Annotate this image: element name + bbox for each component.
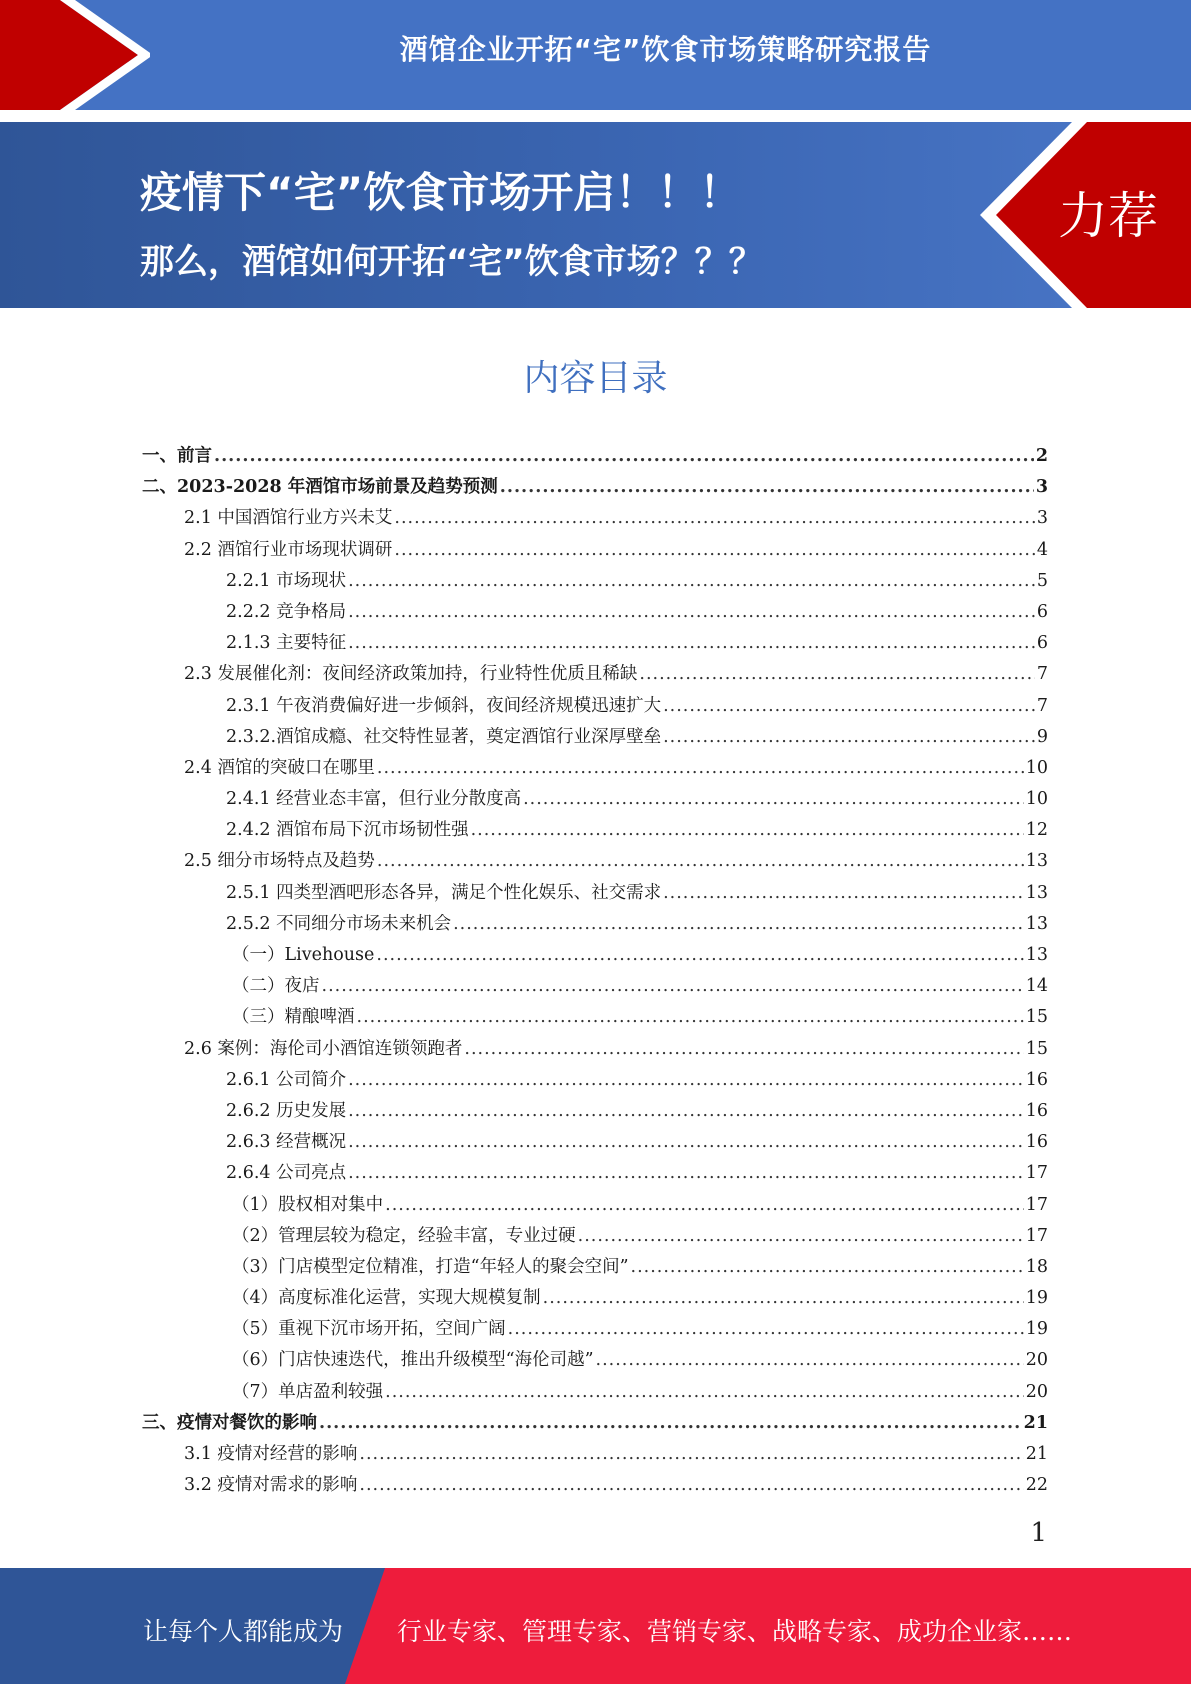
toc-entry[interactable] [142, 597, 1048, 628]
toc-entry[interactable] [142, 1096, 1048, 1127]
toc-entry[interactable] [142, 1439, 1048, 1470]
toc-entry-label: （6）门店快速迭代，推出升级模型“海伦司越” [232, 1350, 594, 1371]
toc-entry[interactable] [142, 628, 1048, 659]
toc-leader-dots [377, 846, 1024, 877]
toc-entry[interactable] [142, 940, 1048, 971]
toc-leader-dots [214, 441, 1034, 472]
toc-entry-label: 3.2 疫情对需求的影响 [184, 1475, 358, 1496]
toc-entry[interactable] [142, 846, 1048, 877]
header-red-chevron [0, 0, 150, 110]
table-of-contents [142, 441, 1048, 1501]
toc-leader-dots [464, 1034, 1023, 1065]
toc-entry-label: 2.6 案例：海伦司小酒馆连锁领跑者 [184, 1038, 463, 1059]
toc-entry-page: 19 [1025, 1288, 1048, 1309]
toc-entry-label: 2.5 细分市场特点及趋势 [184, 851, 375, 872]
toc-entry-label: 2.5.1 四类型酒吧形态各异，满足个性化娱乐、社交需求 [226, 882, 662, 903]
toc-entry-page: 12 [1025, 820, 1048, 841]
toc-leader-dots [359, 1439, 1023, 1470]
toc-entry-label: 2.1.3 主要特征 [226, 633, 347, 654]
toc-leader-dots [639, 659, 1034, 690]
toc-entry-page: 7 [1036, 695, 1048, 716]
toc-entry-page: 16 [1025, 1100, 1048, 1121]
toc-entry-page: 10 [1025, 789, 1048, 810]
toc-entry-label: 2.6.3 经营概况 [226, 1132, 347, 1153]
toc-entry-page: 15 [1025, 1038, 1048, 1059]
toc-leader-dots [348, 1065, 1024, 1096]
toc-entry[interactable] [142, 722, 1048, 753]
toc-entry[interactable] [142, 659, 1048, 690]
toc-entry-page: 6 [1036, 633, 1048, 654]
toc-leader-dots [385, 1190, 1024, 1221]
toc-entry-page: 20 [1025, 1381, 1048, 1402]
toc-leader-dots [348, 597, 1035, 628]
toc-entry-page: 16 [1025, 1069, 1048, 1090]
toc-entry-label: （3）门店模型定位精准，打造“年轻人的聚会空间” [232, 1256, 629, 1277]
toc-entry-page: 6 [1036, 601, 1048, 622]
toc-entry-label: 2.2 酒馆行业市场现状调研 [184, 539, 393, 560]
toc-leader-dots [394, 503, 1034, 534]
toc-entry-page: 4 [1036, 539, 1048, 560]
toc-entry[interactable] [142, 1252, 1048, 1283]
toc-entry-label: （一）Livehouse [232, 945, 375, 965]
toc-entry-label: 2.6.1 公司简介 [226, 1069, 347, 1090]
toc-entry[interactable] [142, 878, 1048, 909]
toc-entry-page: 17 [1025, 1163, 1048, 1184]
toc-entry-label: 2.3.1 午夜消费偏好进一步倾斜，夜间经济规模迅速扩大 [226, 695, 662, 716]
toc-leader-dots [376, 940, 1023, 971]
toc-leader-dots [663, 722, 1035, 753]
toc-entry-page: 17 [1025, 1225, 1048, 1246]
toc-leader-dots [348, 1158, 1024, 1189]
toc-entry[interactable] [142, 566, 1048, 597]
page-number: 1 [1030, 1518, 1047, 1548]
toc-entry-label: 2.1 中国酒馆行业方兴未艾 [184, 508, 393, 529]
toc-entry[interactable] [142, 1127, 1048, 1158]
toc-leader-dots [385, 1377, 1024, 1408]
toc-entry[interactable] [142, 1408, 1048, 1439]
toc-leader-dots [578, 1221, 1024, 1252]
toc-entry[interactable] [142, 1158, 1048, 1189]
toc-entry-page: 3 [1036, 508, 1048, 529]
toc-leader-dots [523, 784, 1024, 815]
toc-leader-dots [357, 1002, 1024, 1033]
toc-heading: 内容目录 [523, 358, 668, 399]
toc-leader-dots [359, 1470, 1023, 1501]
toc-entry-page: 20 [1025, 1350, 1048, 1371]
hero-subheadline: 那么，酒馆如何开拓“宅”饮食市场？？？ [140, 242, 763, 282]
toc-entry-page: 21 [1025, 1444, 1048, 1464]
toc-entry[interactable] [142, 472, 1048, 503]
toc-leader-dots [631, 1252, 1024, 1283]
toc-entry-page: 19 [1025, 1319, 1048, 1340]
toc-leader-dots [508, 1314, 1024, 1345]
toc-leader-dots [663, 691, 1035, 722]
toc-entry[interactable] [142, 1345, 1048, 1376]
toc-entry[interactable] [142, 1034, 1048, 1065]
toc-entry[interactable] [142, 1221, 1048, 1252]
toc-entry-page: 13 [1025, 945, 1048, 965]
toc-entry-page: 17 [1025, 1194, 1048, 1215]
toc-entry-label: 3.1 疫情对经营的影响 [184, 1444, 358, 1464]
toc-entry-page: 9 [1036, 726, 1048, 747]
toc-entry[interactable] [142, 535, 1048, 566]
toc-entry-page: 21 [1023, 1412, 1048, 1433]
toc-entry-label: 2.6.4 公司亮点 [226, 1163, 347, 1184]
toc-entry-label: 2.2.2 竞争格局 [226, 601, 347, 622]
toc-leader-dots [543, 1283, 1024, 1314]
toc-leader-dots [471, 815, 1024, 846]
toc-entry-page: 14 [1025, 976, 1048, 997]
toc-leader-dots [377, 753, 1024, 784]
toc-entry-label: 2.2.1 市场现状 [226, 570, 347, 591]
toc-leader-dots [348, 566, 1035, 597]
recommend-badge: 力荐 [1058, 187, 1158, 245]
toc-entry-page: 18 [1025, 1256, 1048, 1277]
toc-entry-page: 13 [1025, 913, 1048, 934]
toc-entry[interactable] [142, 784, 1048, 815]
toc-leader-dots [348, 1096, 1024, 1127]
toc-leader-dots [500, 472, 1034, 503]
toc-entry[interactable] [142, 691, 1048, 722]
toc-entry-label: 一、前言 [142, 446, 212, 466]
toc-entry-label: 2.4 酒馆的突破口在哪里 [184, 757, 375, 778]
toc-entry-label: （4）高度标准化运营，实现大规模复制 [232, 1288, 541, 1309]
toc-entry-label: 二、2023-2028 年酒馆市场前景及趋势预测 [142, 477, 498, 498]
toc-entry[interactable] [142, 503, 1048, 534]
report-title: 酒馆企业开拓“宅”饮食市场策略研究报告 [399, 33, 932, 66]
toc-entry[interactable] [142, 1377, 1048, 1408]
toc-entry-page: 10 [1025, 757, 1048, 778]
toc-leader-dots [453, 909, 1024, 940]
toc-entry[interactable] [142, 1314, 1048, 1345]
footer-slogan-left: 让每个人都能成为 [143, 1617, 344, 1646]
toc-entry[interactable] [142, 753, 1048, 784]
toc-entry[interactable] [142, 1065, 1048, 1096]
toc-entry-page: 22 [1025, 1475, 1048, 1496]
toc-entry[interactable] [142, 1190, 1048, 1221]
toc-entry[interactable] [142, 1470, 1048, 1501]
toc-entry[interactable] [142, 909, 1048, 940]
toc-entry[interactable] [142, 971, 1048, 1002]
toc-entry-page: 2 [1035, 446, 1048, 466]
toc-leader-dots [319, 1408, 1022, 1439]
toc-entry-label: 2.6.2 历史发展 [226, 1100, 347, 1121]
toc-entry-page: 5 [1036, 570, 1048, 591]
toc-entry-label: 2.3 发展催化剂：夜间经济政策加持，行业特性优质且稀缺 [184, 664, 638, 685]
toc-entry-label: 2.4.1 经营业态丰富，但行业分散度高 [226, 789, 522, 810]
toc-entry-page: 13 [1025, 882, 1048, 903]
toc-entry-label: （7）单店盈利较强 [232, 1381, 384, 1402]
toc-entry-page: 15 [1025, 1007, 1048, 1028]
toc-entry-page: 7 [1036, 664, 1048, 685]
toc-leader-dots [394, 535, 1034, 566]
toc-leader-dots [348, 1127, 1024, 1158]
toc-entry-label: （二）夜店 [232, 976, 320, 997]
toc-leader-dots [596, 1345, 1024, 1376]
toc-entry-label: （2）管理层较为稳定，经验丰富，专业过硬 [232, 1225, 576, 1246]
toc-entry[interactable] [142, 1002, 1048, 1033]
hero-headline: 疫情下“宅”饮食市场开启！！！ [140, 168, 742, 217]
toc-entry-label: 2.3.2.酒馆成瘾、社交特性显著，奠定酒馆行业深厚壁垒 [226, 726, 662, 747]
toc-entry[interactable] [142, 1283, 1048, 1314]
footer-slogan-right: 行业专家、管理专家、营销专家、战略专家、成功企业家…… [397, 1617, 1073, 1646]
toc-entry-label: （三）精酿啤酒 [232, 1007, 355, 1028]
toc-entry-page: 16 [1025, 1132, 1048, 1153]
toc-leader-dots [348, 628, 1035, 659]
toc-entry-label: 2.5.2 不同细分市场未来机会 [226, 913, 452, 934]
toc-entry-page: 3 [1035, 477, 1048, 498]
toc-leader-dots [663, 878, 1024, 909]
toc-leader-dots [322, 971, 1024, 1002]
toc-entry-label: （5）重视下沉市场开拓，空间广阔 [232, 1319, 506, 1340]
header-divider [0, 110, 1191, 122]
toc-entry[interactable] [142, 441, 1048, 472]
toc-entry[interactable] [142, 815, 1048, 846]
toc-entry-label: 2.4.2 酒馆布局下沉市场韧性强 [226, 820, 469, 841]
toc-entry-label: 三、疫情对餐饮的影响 [142, 1412, 317, 1433]
toc-entry-page: 13 [1025, 851, 1048, 872]
toc-entry-label: （1）股权相对集中 [232, 1194, 384, 1215]
